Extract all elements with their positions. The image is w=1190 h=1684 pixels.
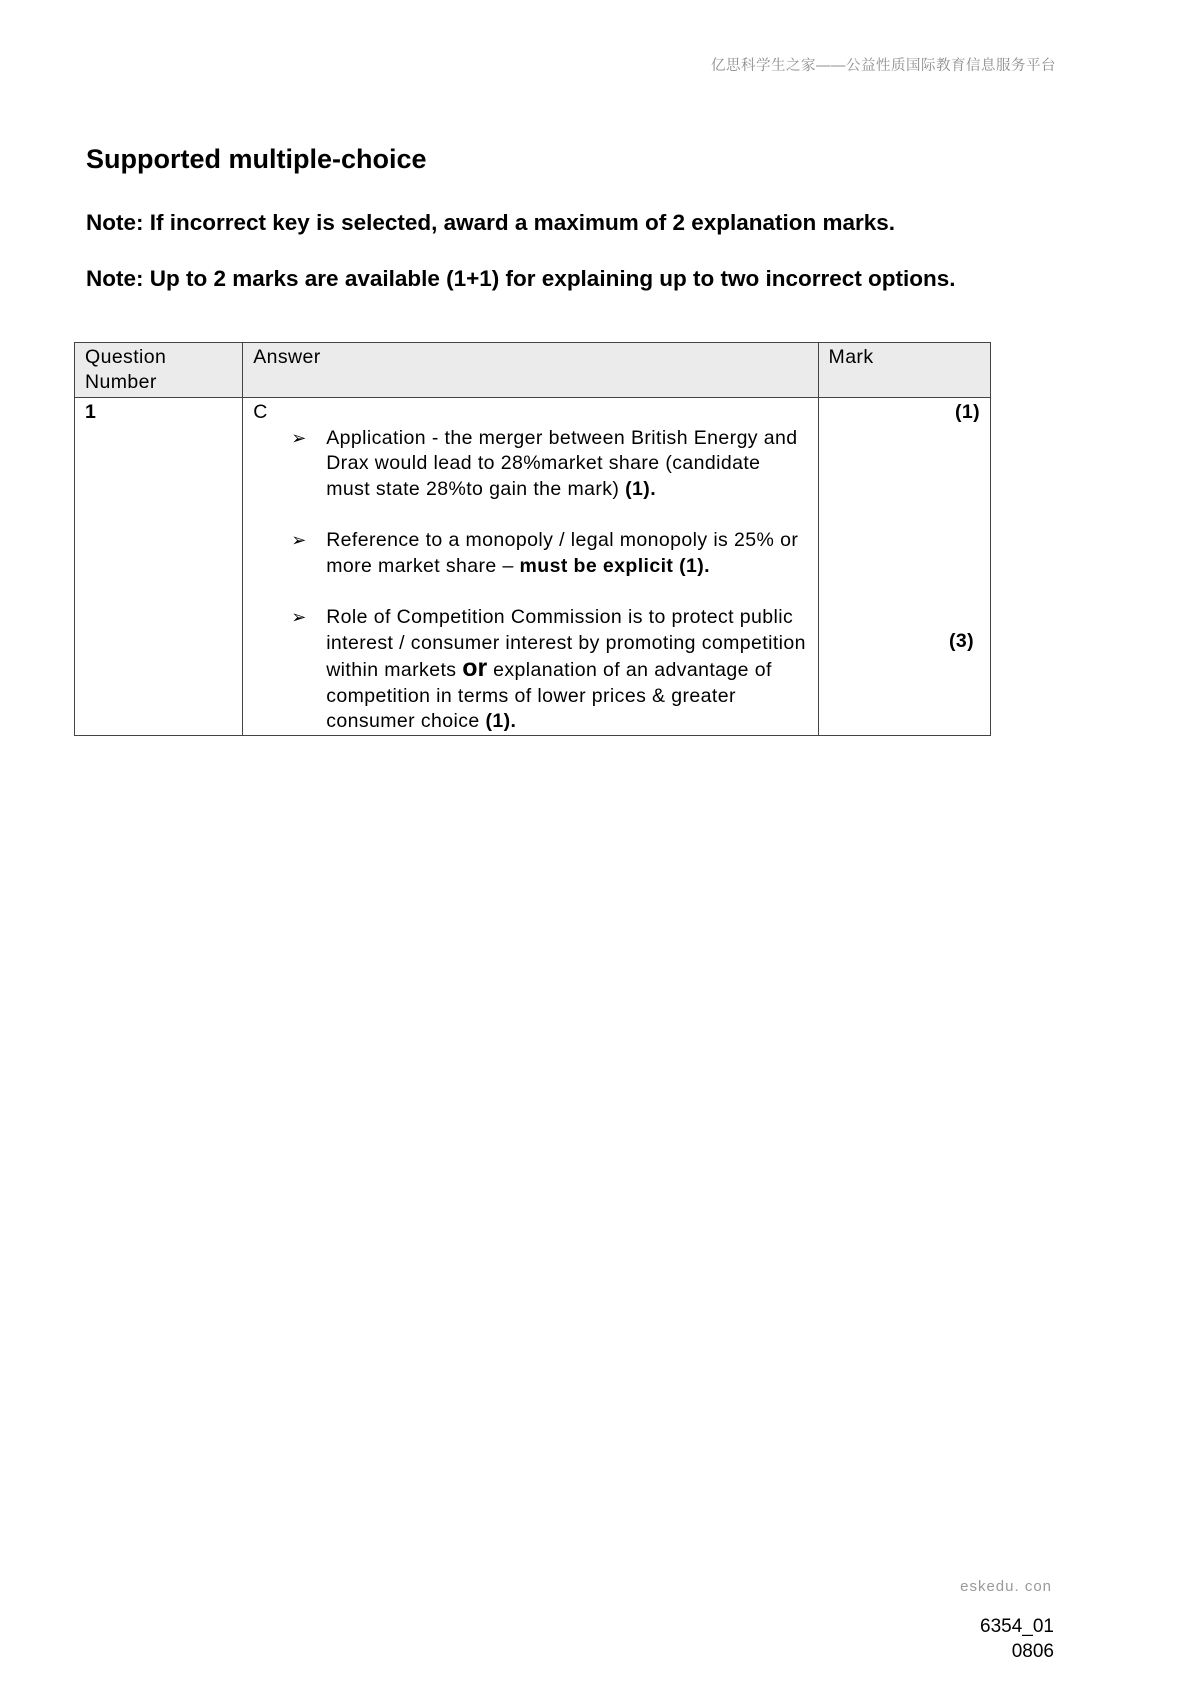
list-item xyxy=(291,528,807,579)
point-mark-inline: (1). xyxy=(625,477,657,500)
list-item xyxy=(291,426,807,503)
answer-points-list xyxy=(253,426,807,735)
mark-total: (3) xyxy=(948,630,974,652)
section-title: Supported multiple-choice xyxy=(86,144,427,174)
question-number: 1 xyxy=(85,401,97,423)
note-incorrect-key: Note: If incorrect key is selected, award a maximum of 2 explanation marks. xyxy=(86,210,896,235)
point-mark-inline: must be explicit (1). xyxy=(519,554,710,577)
or-word: or xyxy=(462,654,488,682)
header-site-text: 亿思科学生之家——公益性质国际教育信息服务平台 xyxy=(711,58,1056,74)
arrow-bullet-icon: ➢ xyxy=(291,427,307,448)
mark-scheme-table xyxy=(74,342,991,736)
header-answer: Answer xyxy=(243,343,818,398)
footer-paper-code xyxy=(980,1614,1054,1664)
point-text: Application - the merger between British Energy and Drax would lead to 28%market share (candidate must state 28%to gain the mark) xyxy=(326,426,798,500)
header-mark: Mark xyxy=(818,343,990,398)
arrow-bullet-icon: ➢ xyxy=(291,530,307,550)
header-question-number: Question Number xyxy=(75,343,243,398)
table-header-row xyxy=(75,343,991,398)
paper-code: 6354_01 xyxy=(980,1616,1054,1637)
arrow-bullet-icon: ➢ xyxy=(291,607,307,627)
paper-session: 0806 xyxy=(1011,1641,1054,1662)
mark-value: (1) xyxy=(954,401,980,423)
table-row xyxy=(75,398,991,736)
list-item xyxy=(291,605,807,735)
answer-cell xyxy=(243,398,818,736)
point-text: Role of Competition Commission is to protect public interest / consumer interest by promoting competition within markets xyxy=(326,606,806,681)
note-marks-available: Note: Up to 2 marks are available (1+1) for explaining up to two incorrect options. xyxy=(86,266,956,291)
point-mark-inline: (1). xyxy=(485,710,517,732)
footer-site-text: eskedu. con xyxy=(960,1578,1052,1595)
mark-cell xyxy=(818,398,990,736)
point-text: Reference to a monopoly / legal monopoly is 25% or more market share – xyxy=(326,529,799,577)
point-text-continued: explanation of an advantage of competition in terms of lower prices & greater consumer choice xyxy=(326,659,772,732)
answer-key: C xyxy=(253,401,268,423)
question-number-cell xyxy=(75,398,243,736)
